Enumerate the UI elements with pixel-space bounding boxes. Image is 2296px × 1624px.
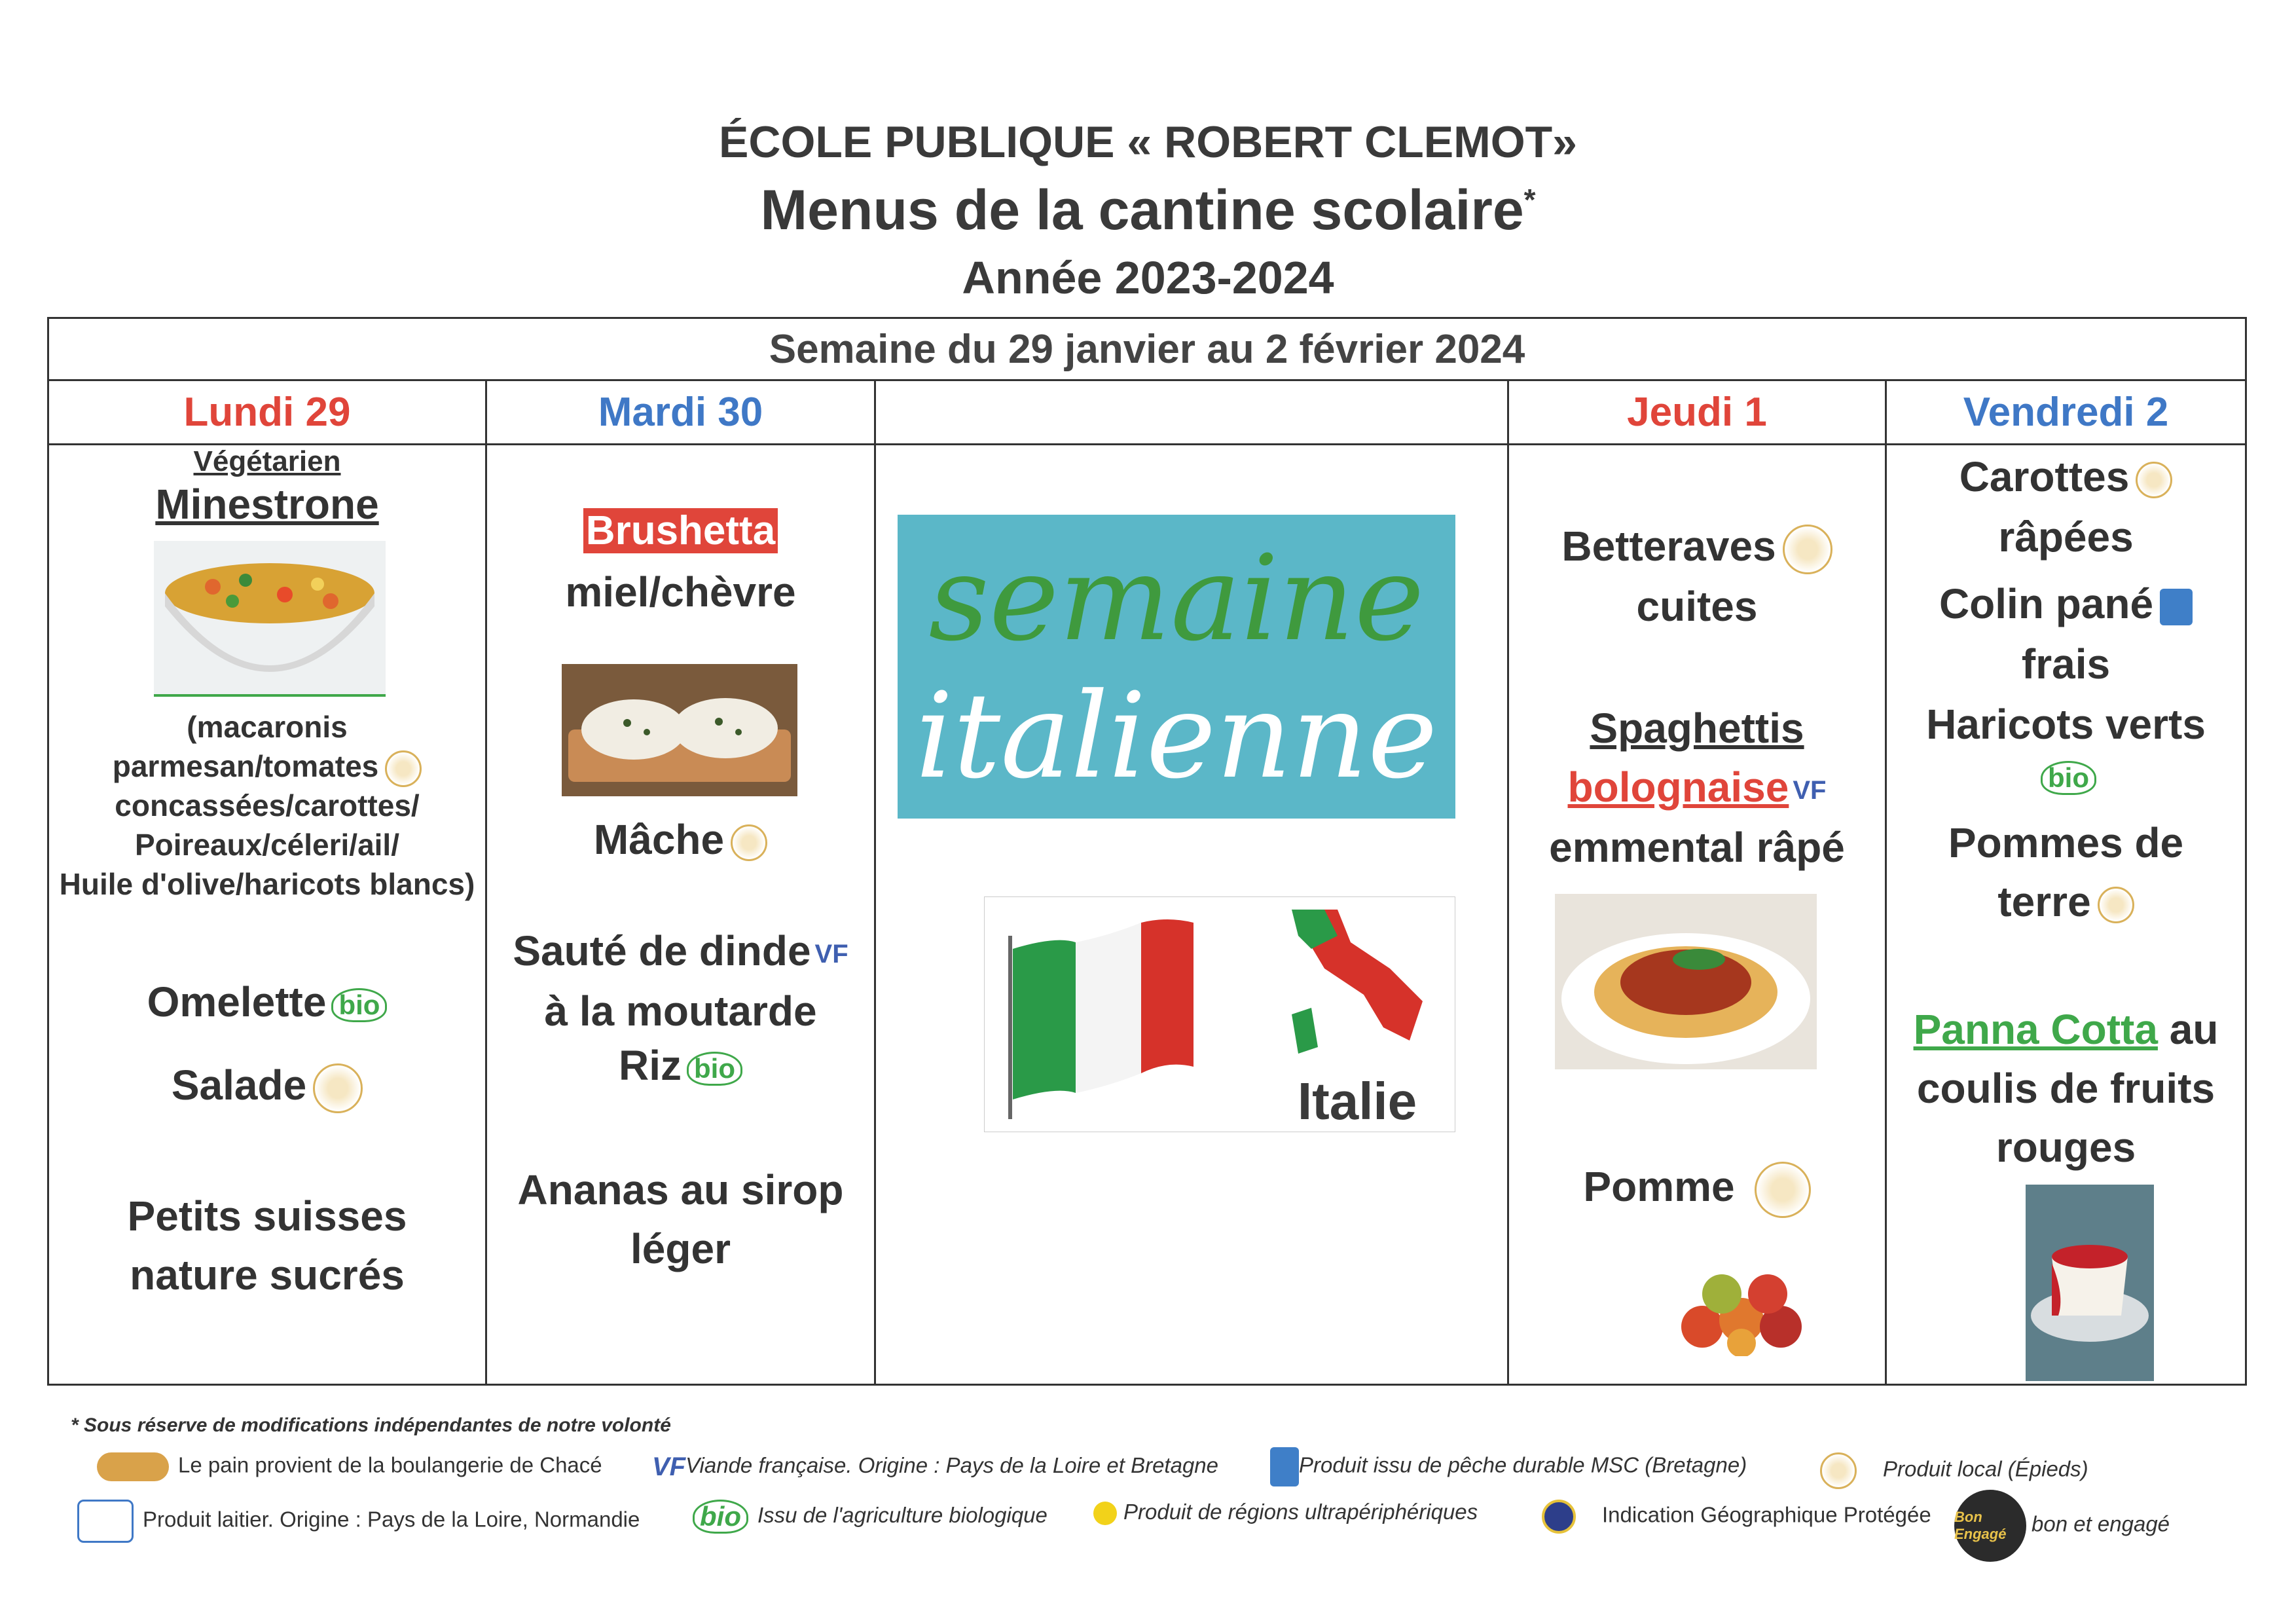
minestrone-image — [154, 541, 386, 697]
salade-text: Salade — [171, 1061, 307, 1109]
main-line-1-text: Colin pané — [1939, 580, 2154, 627]
omelette-item — [49, 976, 485, 1028]
minestrone-dish: Minestrone — [155, 481, 379, 528]
page-title-text: Menus de la cantine scolaire — [760, 179, 1524, 242]
dessert-line-1-rest: au — [2169, 1006, 2219, 1053]
column-friday — [1885, 379, 2247, 1386]
panna-cotta-image — [2026, 1185, 2154, 1381]
minestrone-detail-2-text: parmesan/tomates — [112, 749, 379, 783]
dessert-line-2: léger — [630, 1225, 731, 1272]
local-product-icon — [313, 1063, 363, 1113]
italian-week-banner — [898, 515, 1455, 819]
dairy-icon — [77, 1500, 134, 1543]
footnote: * Sous réserve de modifications indépendantes de notre volonté — [71, 1414, 671, 1436]
dessert-line-2: coulis de fruits — [1916, 1065, 2215, 1112]
column-special — [874, 379, 1509, 1386]
apples-image — [1676, 1268, 1813, 1356]
bio-logo-row — [1887, 761, 2245, 795]
bio-icon: bio — [693, 1500, 748, 1534]
emmental-item: emmental râpé — [1549, 824, 1845, 871]
school-year: Année 2023-2024 — [962, 252, 1334, 303]
pomme-text: Pomme — [1583, 1163, 1735, 1210]
dessert-highlight: Panna Cotta — [1913, 1006, 2158, 1053]
main-line-2: à la moutarde — [544, 987, 817, 1035]
main-line-1-text: Sauté de dinde — [513, 927, 811, 974]
legend-msc-text: Produit issu de pêche durable MSC (Bretagne) — [1299, 1452, 1747, 1477]
school-name: ÉCOLE PUBLIQUE « ROBERT CLEMOT» — [719, 117, 1577, 167]
banner-line-1: semaine — [928, 530, 1425, 667]
starter-line-1-text: Betteraves — [1561, 523, 1776, 570]
local-product-icon — [731, 824, 767, 861]
dessert-line-1: Ananas au sirop — [517, 1166, 844, 1213]
mache-item — [487, 813, 874, 866]
spaghetti-line-1: Spaghettis — [1590, 705, 1804, 752]
riz-text: Riz — [619, 1042, 682, 1089]
local-product-icon — [1783, 525, 1832, 574]
bon-engage-icon: Bon Engagé — [1954, 1490, 2026, 1562]
potatoes-line-1: Pommes de — [1948, 819, 2184, 866]
legend-rup-text: Produit de régions ultrapériphériques — [1123, 1500, 1478, 1524]
starter-line-1 — [1887, 451, 2245, 503]
week-banner: Semaine du 29 janvier au 2 février 2024 — [47, 317, 2247, 381]
main-line-2: frais — [2021, 640, 2111, 688]
brushetta-image — [562, 664, 797, 796]
local-product-icon — [385, 750, 422, 787]
potatoes-line-2-text: terre — [1997, 878, 2091, 925]
legend-dairy — [77, 1500, 640, 1543]
minestrone-detail-4: Poireaux/céleri/ail/ — [134, 828, 399, 862]
legend-local — [1813, 1452, 2088, 1489]
minestrone-detail-2 — [49, 748, 485, 787]
igp-icon — [1542, 1500, 1576, 1534]
local-product-icon — [1820, 1452, 1857, 1489]
starter-line-2: cuites — [1636, 583, 1758, 630]
legend-bio — [687, 1500, 1048, 1534]
dessert-line-3: rouges — [1995, 1124, 2136, 1171]
flag-label: Italie — [1297, 1072, 1417, 1130]
legend-vf-text: Viande française. Origine : Pays de la Loire et Bretagne — [685, 1453, 1219, 1478]
viande-francaise-icon: VF — [652, 1452, 686, 1481]
column-monday — [47, 379, 487, 1386]
bio-icon: bio — [331, 988, 387, 1022]
legend-rup — [1093, 1500, 1478, 1525]
brushetta-topping: miel/chèvre — [565, 568, 796, 616]
dessert-line-2: nature sucrés — [130, 1251, 405, 1299]
title-asterisk: * — [1523, 183, 1536, 217]
legend-bon-text: bon et engagé — [2032, 1511, 2170, 1536]
brushetta-label: Brushetta — [583, 508, 778, 553]
salade-item — [49, 1059, 485, 1113]
day-friday: Vendredi 2 — [1887, 381, 2245, 445]
starter-line-1-text: Carottes — [1959, 453, 2130, 500]
minestrone-detail-5: Huile d'olive/haricots blancs) — [59, 867, 475, 901]
banner-line-2: italienne — [915, 668, 1438, 805]
italy-flag-image — [984, 896, 1455, 1132]
spaghetti-image — [1555, 894, 1817, 1069]
local-product-icon — [2098, 887, 2134, 923]
day-tuesday: Mardi 30 — [487, 381, 874, 445]
minestrone-detail-3: concassées/carottes/ — [115, 788, 420, 822]
legend-bon — [1954, 1490, 2170, 1562]
legend-vf — [648, 1452, 1218, 1482]
side-item: Haricots verts — [1926, 701, 2206, 748]
legend-igp — [1542, 1500, 1931, 1534]
ultraperipheral-icon — [1093, 1502, 1117, 1525]
local-product-icon — [1755, 1162, 1811, 1218]
brushetta-item — [487, 506, 874, 557]
day-empty — [876, 381, 1507, 445]
page-title — [0, 178, 2296, 243]
dessert-line-1 — [1887, 1003, 2245, 1056]
main-line-1 — [1887, 578, 2245, 630]
spaghetti-line-2 — [1509, 761, 1885, 813]
omelette-text: Omelette — [147, 978, 327, 1025]
riz-item — [487, 1039, 874, 1092]
day-monday: Lundi 29 — [49, 381, 485, 445]
legend-local-text: Produit local (Épieds) — [1883, 1456, 2088, 1481]
viande-francaise-icon: VF — [814, 940, 848, 969]
column-thursday — [1507, 379, 1887, 1386]
bread-icon — [97, 1452, 169, 1481]
local-product-icon — [2136, 462, 2172, 498]
legend-dairy-text: Produit laitier. Origine : Pays de la Loire, Normandie — [143, 1507, 640, 1532]
legend-msc — [1264, 1447, 1747, 1486]
starter-line-2: râpées — [1998, 513, 2134, 561]
legend-bio-text: Issu de l'agriculture biologique — [757, 1502, 1048, 1527]
vegetarian-tag: Végétarien — [193, 445, 341, 477]
dessert-line-1: Petits suisses — [127, 1192, 407, 1240]
bio-icon: bio — [687, 1052, 742, 1086]
msc-icon — [2160, 589, 2193, 625]
legend-bread-text: Le pain provient de la boulangerie de Chacé — [178, 1452, 602, 1477]
legend-bread — [97, 1452, 602, 1481]
main-line-1 — [487, 925, 874, 977]
minestrone-detail-1: (macaronis — [187, 710, 348, 744]
spaghetti-line-2-text: bolognaise — [1567, 764, 1789, 811]
msc-icon — [1270, 1447, 1299, 1486]
mache-text: Mâche — [593, 816, 725, 863]
bio-icon: bio — [2041, 761, 2096, 795]
column-tuesday — [485, 379, 876, 1386]
legend-igp-text: Indication Géographique Protégée — [1602, 1502, 1931, 1527]
starter-line-1 — [1509, 520, 1885, 574]
viande-francaise-icon: VF — [1793, 776, 1827, 805]
day-thursday: Jeudi 1 — [1509, 381, 1885, 445]
pomme-item — [1509, 1160, 1885, 1218]
potatoes-line-2 — [1887, 876, 2245, 928]
